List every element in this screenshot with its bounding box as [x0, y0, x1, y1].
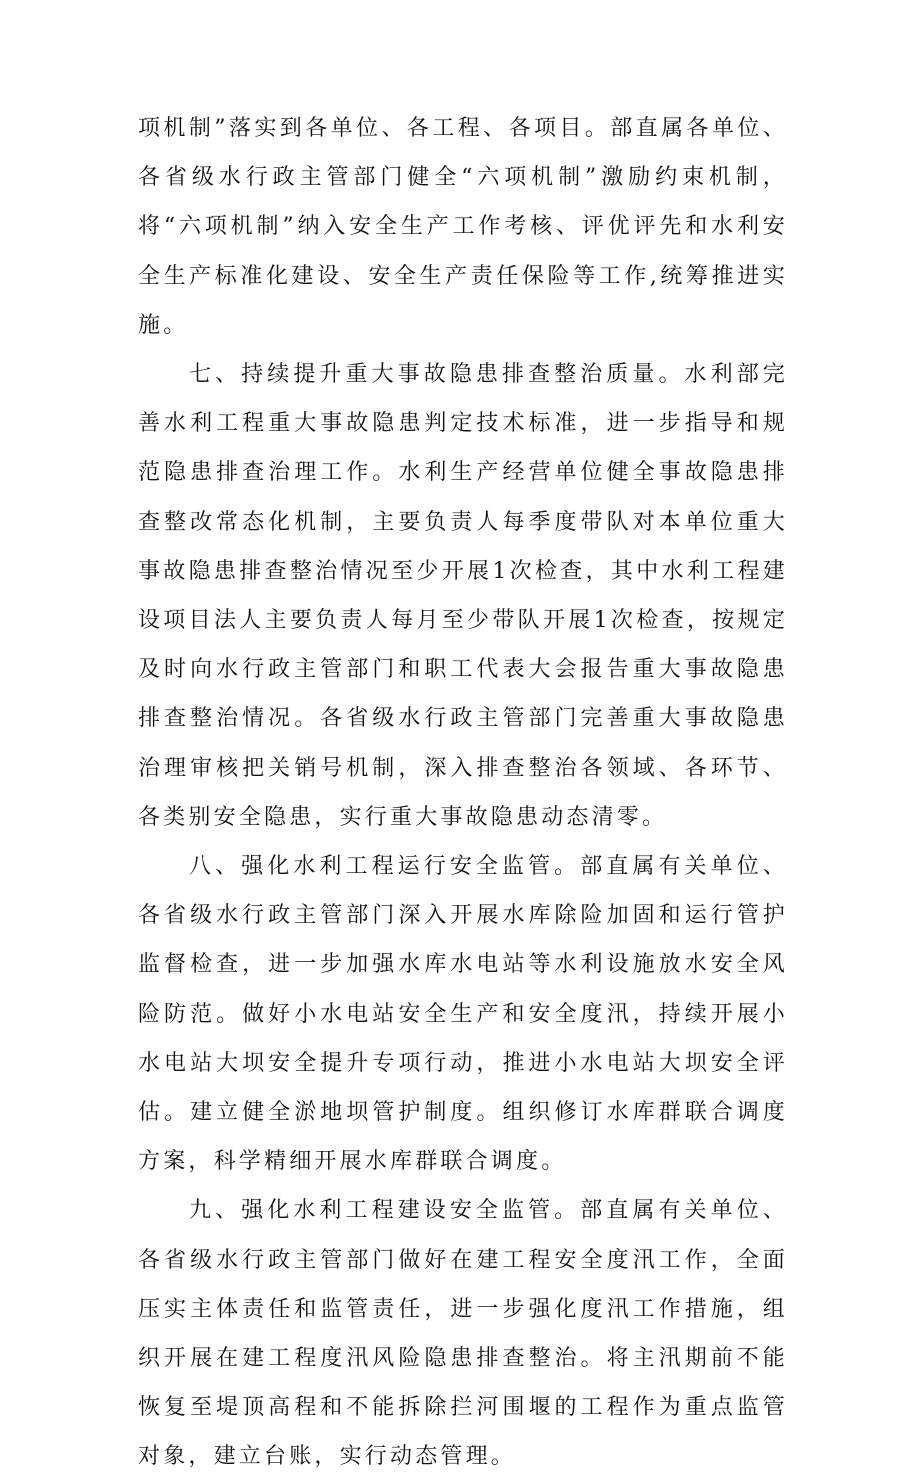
paragraph-item-9: 九、强化水利工程建设安全监管。部直属有关单位、各省级水行政主管部门做好在建工程安全度汛工作，全面压实主体责任和监管责任，进一步强化度汛工作措施，组织开展在建工程度汛风险隐患排查整治。将主汛期前不能恢复至堤顶高程和不能拆除拦河围堰的工程作为重点监管对象，建立台账，实行动态管理。 — [138, 1198, 788, 1470]
paragraph-item-7: 七、持续提升重大事故隐患排查整治质量。水利部完善水利工程重大事故隐患判定技术标准，进一步指导和规范隐患排查治理工作。水利生产经营单位健全事故隐患排查整改常态化机制，主要负责人每季度带队对本单位重大事故隐患排查整治情况至少开展1次检查，其中水利工程建设项目法人主要负责人每月至少带队开展1次检查，按规定及时向水行政主管部门和职工代表大会报告重大事故隐患排查整治情况。各省级水行政主管部门完善重大事故隐患治理审核把关销号机制，深入排查整治各领域、各环节、各类别安全隐患，实行重大事故隐患动态清零。 — [138, 362, 788, 830]
paragraph-continuation: 项机制”落实到各单位、各工程、各项目。部直属各单位、各省级水行政主管部门健全“六项机制”激励约束机制，将“六项机制”纳入安全生产工作考核、评优评先和水利安全生产标准化建设、安全生产责任保险等工作,统筹推进实施。 — [138, 116, 788, 338]
paragraph-item-8: 八、强化水利工程运行安全监管。部直属有关单位、各省级水行政主管部门深入开展水库除险加固和运行管护监督检查，进一步加强水库水电站等水利设施放水安全风险防范。做好小水电站安全生产和安全度汛，持续开展小水电站大坝安全提升专项行动，推进小水电站大坝安全评估。建立健全淤地坝管护制度。组织修订水库群联合调度方案，科学精细开展水库群联合调度。 — [138, 854, 788, 1175]
document-body — [138, 104, 788, 1482]
